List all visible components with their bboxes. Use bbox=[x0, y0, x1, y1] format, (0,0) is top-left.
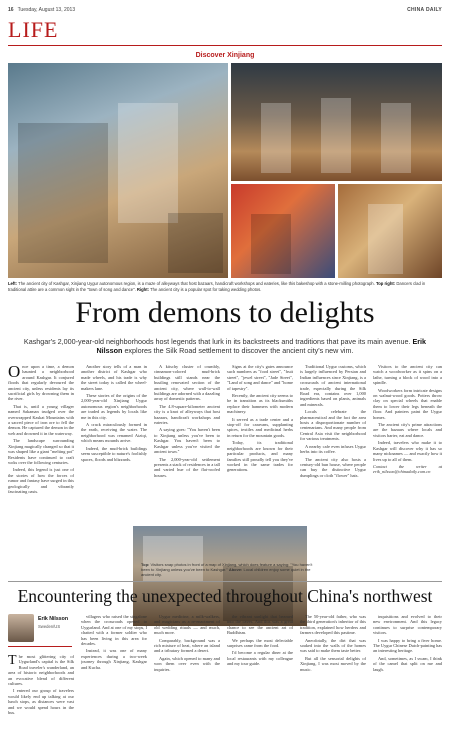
column-headline: Encountering the unexpected throughout China's northwest bbox=[17, 586, 433, 606]
author-country: Sweden/US bbox=[38, 624, 61, 629]
article-column-1: Once upon a time, a demon haunted a neighborhood around Kashgar. It conjured floods that regularly devoured the ancient city, unless residents lay its sacrificial girls by drowning them in the river. That is, until a young villager named Sakaman trudged over the overwrapped Kaskat Mountains with a sacred piece of iron ore to fell the demon. He captured the demon in the web and drowned it in the waterway. The landscape surrounding Xinjiang magically changed so that it was shaped like a giant "melting pot" Residents have continued to craft woks over the following centuries. Indeed, this legend is just one of the stories of how the forces of rumor and fantasy have surged in this geologically and vibrantly fascinating oasis. bbox=[8, 364, 74, 494]
column2-col-2: villagers who raised the singalone when the crossroads opened to Uygurland. And at one of my stops, I chatted with a former soldier who has been living in this area for decades. Instead, it was one of many experiences during a two-week journey through Xinjiang, Kashgar and Kucha. bbox=[81, 614, 147, 670]
dancers-photo bbox=[231, 63, 442, 181]
avatar bbox=[8, 614, 34, 642]
article-column-6: Visitors to the ancient city can watch a woodworker as it spins on a lathe, turning a block of wood into a spindle. Woodworkers form intricate designs on walnut-wood goods. Potters throw clay on special wheels that enable them to lower their legs beneath the floor. And painters paint the Uygur homes. The ancient city's prime attractions are the bazaars where locals and visitors barter, eat and dance. Indeed, travelers who make it to Kashgar will discover why it has so many nicknames — and exactly how it lives up to all of them. Contact the writer at erik_nilsson@chinadaily.com.cn bbox=[373, 364, 442, 475]
article-column-5: Traditional Uygur customs, which is largely influenced by Persian and Indian influences since Xinjiang, is a crossroads of ancient international trade, especially during the Silk Road era, contains over 1,000 ingredients based on plants, animals and minerals. Locals celebrate the pharmaceutical and the fact the area hosts a disproportionate number of centenarians. And many people from Central Asia visit the neighborhood for various treatments. A nearby cafe even infuses Uygur herbs into its coffee. The ancient city also hosts a century-old bun house, where people can buy the distinctive Uygur dumplings or cloth "flower" hats. bbox=[300, 364, 366, 478]
bakeshop-photo bbox=[8, 63, 228, 278]
series-label: Discover Xinjiang bbox=[195, 52, 255, 59]
author-rule bbox=[8, 646, 72, 647]
column2-col-6: inquisitions and evolved to their new environment. And this legacy continues to surprise contemporary visitors. I was happy to bring a fiver home. The Uygur Chinese Dutch-painting has an interesting heritage. And, sometimes, as I swam, I think of the camel that split on me and laugh. bbox=[373, 614, 442, 672]
column2-col-3: Uygur medicine, a milk-walkers, and magicians as a re-enactment of old wedding rituals — and much, much more. Comparably, background was a rich mixture of heat, where an island and a tributary formed a desert. Again, which opened to many and won them over even with the inquiries. bbox=[154, 614, 220, 672]
article-deck: Kashgar's 2,000-year-old neighborhoods host legends that lurk in its backstreets and traditions that pave its main avenue. Erik Nilsson explores the Silk Road settlement to discover the ancient city's new vim. bbox=[23, 337, 427, 355]
masthead bbox=[8, 6, 442, 14]
article-column-2: Another story tells of a man in another district of Kashgar who made wheels, and his trade is why the street today is called the wheel-makers lane. These stories of the origins of the 2,000-year-old Xinjiang Uygur autonomous region's neighborhoods are traded as legends by locals like me in this city. A crack miraculously formed in the earth, receiving the water. The neighborhood was renamed Aiziqi, which means mounds arrive. Indeed, the mud-brick buildings seem susceptible to nature's foolishly spaces, floods and blizzards. bbox=[81, 364, 147, 462]
page-number: 16 bbox=[8, 7, 14, 13]
author-box bbox=[8, 614, 72, 652]
wedding-photo bbox=[338, 184, 442, 278]
column2-col-4: the vibrant sunlight that beamed into the caves. And this was a great chance to see the ancient art of Buddhism. We perhaps the most delectable surprises came from the food. I'd become a regular diner at the local restaurants with my colleague and my tour guide. bbox=[227, 614, 293, 667]
article-column-3: A kitschy cluster of crumbly, cinnamon-colored mud-brick buildings still stands near the bustling renovated section of the ancient city, where wall-to-wall buildings are adorned with a dazzling array of domestic patterns. The 4.8-square-kilometer ancient city is a knot of alleyways that host bazaars, handicraft workshops and eateries. A saying goes: "You haven't been to Xinjiang unless you've been to Kashgar. You haven't been to Kashgar unless you've visited the ancient town." The 2,000-year-old settlement presents a stack of residences in a tall and varied hue of the flat-roofed houses. bbox=[154, 364, 220, 478]
article-headline: From demons to delights bbox=[75, 296, 375, 329]
column2-col-5: The 50-year-old father, who was the third generation's inheritor of this tradition, explained how herders and farmers developed this pastime. Anecdotally, the dirt that was soaked into the walls of the homes was said to make them taste better. But all the sensorial delights of Xinjiang, I was most moved by the music. bbox=[300, 614, 366, 672]
drop-cap: O bbox=[8, 364, 21, 381]
author-name: Erik Nilsson bbox=[38, 616, 68, 622]
article-column-4: Signs at the city's gates announce such numbers as "food street", "fruit street", "jewel street", "Jade Street", "Land of song and dance" and "home of tapestry". Recently, the ancient city seems to be in transition as its blacksmiths replace their hammers with modern machinery. It served as a trade center and a stop-off for caravans, supplanting spices, textiles and medicinal herbs in return for the mountain goods. Today, its traditional neighborhoods are known for their particular products, and many families still proudly tell you they've worked in the same trades for generations. bbox=[227, 364, 293, 473]
divider bbox=[8, 581, 442, 582]
street-photo bbox=[231, 184, 335, 278]
issue-date: Tuesday, August 13, 2013 bbox=[17, 7, 76, 13]
section-title: LIFE bbox=[8, 17, 59, 42]
byline: Erik Nilsson bbox=[96, 337, 427, 355]
contact-line: Contact the writer at erik_nilsson@chinadaily.com.cn bbox=[373, 463, 442, 475]
column2-col-1: The most glittering city of Uygurland's capital is the Silk Road traveler's wanderland, an area of historic neighborhoods and an evocative blend of different cultures. I entered our group of travelers would likely end up talking at our lunch stops, as distances were vast and we would spend hours in the bus. bbox=[8, 654, 74, 716]
publication-name: CHINA DAILY bbox=[407, 7, 442, 13]
section-header bbox=[8, 16, 442, 46]
inset-caption: Top: Visitors snap photos in front of a map of Xinjiang, which does feature a saying: "You haven't been to Xinjiang unless you've been to Kashgar." Above: Local children enjoy some quiet in the ancient city. bbox=[141, 562, 313, 577]
photo-collage bbox=[8, 63, 442, 278]
photo-caption: Left: The ancient city of Kashgar, Xinjiang Uygur autonomous region, is a maze of alleyways that host bazaars, handicraft workshops and eateries, like this bakeshop with a stone-milling photograph. Top right: Dancers clad in traditional attire are a common sight in the "town of song and dance". Right: The ancient city is a popular spot for taking wedding photos. bbox=[8, 281, 426, 292]
